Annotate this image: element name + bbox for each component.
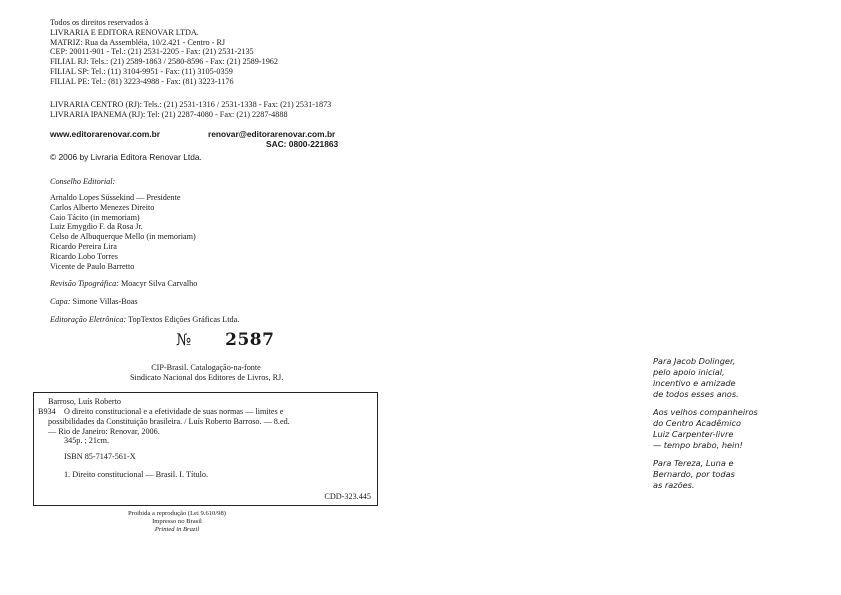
dedication-line: Para Tereza, Luna e	[653, 458, 734, 468]
dedication-line: Aos velhos companheiros	[653, 407, 758, 417]
number-sign: №	[176, 330, 192, 349]
dedication-line: Bernardo, por todas	[653, 469, 735, 479]
credit-value: TopTextos Edições Gráficas Ltda.	[128, 314, 240, 324]
credit-cover	[50, 297, 239, 307]
dedication-line: as razões.	[653, 480, 695, 490]
cip-line: Sindicato Nacional dos Editores de Livros, RJ.	[130, 372, 284, 382]
credit-value: Moacyr Silva Carvalho	[120, 279, 198, 288]
catalog-title: O direito constitucional e a efetividade de suas normas — limites e	[64, 407, 284, 416]
publisher-line: CEP: 20011-901 - Tel.: (21) 2531-2205 - Fax: (21) 2531-2135	[50, 47, 254, 57]
credit-label: Revisão Tipográfica:	[50, 279, 119, 288]
dedication-paragraph	[653, 458, 758, 491]
copy-number: 2587	[225, 330, 275, 350]
credit-typesetting	[50, 315, 239, 325]
publisher-line: FILIAL SP: Tel.: (11) 3104-9951 - Fax: (11) 3105-0359	[50, 66, 233, 76]
printed-in-pt: Impresso no Brasil	[152, 518, 202, 526]
cip-line: CIP-Brasil. Catalogação-na-fonte	[151, 363, 261, 372]
credit-value: Simone Villas-Boas	[72, 296, 138, 306]
website-link[interactable]: www.editorarenovar.com.br	[50, 129, 160, 139]
copy-number-stamp	[176, 330, 274, 350]
dedication-line: Para Jacob Dolinger,	[653, 356, 736, 366]
dedication-line: de todos esses anos.	[653, 389, 739, 399]
production-credits	[50, 279, 239, 332]
contact-web	[50, 129, 338, 149]
catalog-cdd: CDD-323.445	[324, 492, 371, 501]
catalog-isbn: ISBN 85-7147-561-X	[64, 452, 136, 461]
catalog-title: possibilidades da Constituição brasileira. / Luís Roberto Barroso. — 8.ed.	[48, 417, 290, 426]
credit-typographic-review	[50, 279, 239, 289]
catalog-subjects: 1. Direito constitucional — Brasil. I. Título.	[64, 470, 209, 479]
reproduction-notice: Proibida a reprodução (Lei 9.610/98)	[128, 510, 226, 517]
council-member: Ricardo Pereira Lira	[50, 241, 117, 251]
store-line: LIVRARIA CENTRO (RJ): Tels.: (21) 2531-1316 / 2531-1338 - Fax: (21) 2531-1873	[50, 100, 332, 109]
dedication-line: Luiz Carpenter-livre	[653, 429, 734, 439]
council-member: Arnaldo Lopes Süssekind — Presidente	[50, 193, 181, 202]
printed-in-en: Printed in Brazil	[154, 526, 200, 534]
dedication-line: incentivo e amizade	[653, 378, 736, 388]
dedication	[653, 356, 758, 498]
bookstores	[50, 100, 331, 120]
credit-label: Editoração Eletrônica:	[50, 314, 127, 324]
publisher-line: FILIAL PE: Tel.: (81) 3223-4988 - Fax: (81) 3223-1176	[50, 76, 234, 86]
catalog-pages: 345p. ; 21cm.	[64, 436, 110, 445]
editorial-council	[50, 193, 196, 271]
cip-header	[130, 363, 282, 383]
publisher-line: LIVRARIA E EDITORA RENOVAR LTDA.	[50, 27, 199, 37]
dedication-line: do Centro Acadêmico	[653, 418, 742, 428]
council-member: Vicente de Paulo Barretto	[50, 261, 135, 271]
council-member: Caio Tácito (in memoriam)	[50, 212, 140, 222]
dedication-paragraph	[653, 356, 758, 400]
dedication-line: — tempo brabo, hein!	[653, 440, 743, 450]
catalog-title: — Rio de Janeiro: Renovar, 2006.	[48, 427, 160, 436]
publisher-line: MATRIZ: Rua da Assembléia, 10/2.421 - Centro - RJ	[50, 37, 226, 47]
dedication-paragraph	[653, 407, 758, 451]
publisher-line: Todos os direitos reservados à	[50, 18, 149, 27]
council-member: Luiz Emygdio F. da Rosa Jr.	[50, 222, 143, 232]
council-label: Conselho Editorial:	[50, 177, 116, 186]
council-member: Carlos Alberto Menezes Direito	[50, 202, 155, 212]
printing-notice	[96, 510, 258, 535]
credit-label: Capa:	[50, 296, 71, 306]
council-member: Celso de Albuquerque Mello (in memoriam)	[50, 232, 196, 242]
catalog-call-number: B934	[38, 407, 56, 416]
sac-phone: SAC: 0800-221863	[266, 139, 339, 149]
catalog-author: Barroso, Luís Roberto	[48, 397, 121, 406]
council-member: Ricardo Lobo Torres	[50, 251, 118, 261]
copyright: © 2006 by Livraria Editora Renovar Ltda.	[50, 152, 202, 162]
catalog-card	[33, 392, 378, 506]
store-line: LIVRARIA IPANEMA (RJ): Tel: (21) 2287-4080 - Fax: (21) 2287-4888	[50, 109, 288, 119]
email-link[interactable]: renovar@editorarenovar.com.br	[208, 129, 336, 139]
dedication-line: pelo apoio inicial,	[653, 367, 725, 377]
publisher-info	[50, 18, 278, 87]
publisher-line: FILIAL RJ: Tels.: (21) 2589-1863 / 2580-8596 - Fax: (21) 2589-1962	[50, 57, 278, 67]
